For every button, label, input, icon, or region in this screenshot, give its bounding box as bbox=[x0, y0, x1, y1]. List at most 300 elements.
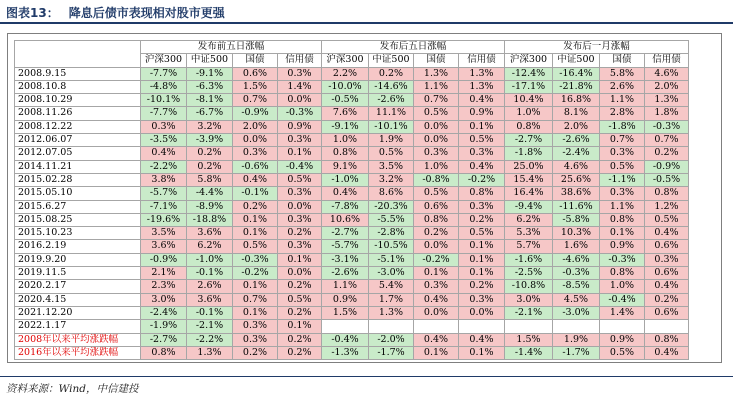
value-cell: -2.1% bbox=[505, 306, 553, 319]
value-cell: 0.0% bbox=[278, 267, 322, 280]
table-row bbox=[15, 213, 689, 226]
value-cell: 0.8% bbox=[645, 187, 689, 200]
value-cell: 0.5% bbox=[600, 346, 645, 359]
value-cell: 1.1% bbox=[600, 94, 645, 107]
value-cell: 1.3% bbox=[369, 306, 414, 319]
value-cell: -8.9% bbox=[187, 200, 233, 213]
value-cell: 0.0% bbox=[459, 306, 505, 319]
value-cell: 38.6% bbox=[553, 187, 600, 200]
value-cell: -7.7% bbox=[141, 107, 187, 120]
value-cell: 1.0% bbox=[505, 107, 553, 120]
value-cell: 0.3% bbox=[459, 147, 505, 160]
value-cell: -3.0% bbox=[369, 267, 414, 280]
value-cell: 1.6% bbox=[553, 240, 600, 253]
value-cell: -17.1% bbox=[505, 80, 553, 93]
value-cell: 0.5% bbox=[459, 134, 505, 147]
value-cell: 1.0% bbox=[600, 280, 645, 293]
figure-caption bbox=[6, 4, 235, 21]
value-cell: -1.8% bbox=[600, 120, 645, 133]
value-cell: 0.2% bbox=[278, 280, 322, 293]
value-cell: 0.2% bbox=[233, 200, 278, 213]
value-cell: 16.8% bbox=[553, 94, 600, 107]
value-cell: 0.3% bbox=[414, 147, 459, 160]
value-cell: -7.1% bbox=[141, 200, 187, 213]
value-cell: -7.7% bbox=[141, 67, 187, 80]
value-cell: -2.4% bbox=[141, 306, 187, 319]
column-header: 沪深300 bbox=[322, 54, 369, 67]
value-cell: 0.4% bbox=[459, 333, 505, 346]
value-cell: -3.5% bbox=[141, 134, 187, 147]
value-cell: 1.0% bbox=[322, 134, 369, 147]
table-row bbox=[15, 320, 689, 333]
value-cell: -0.5% bbox=[645, 173, 689, 186]
value-cell: -0.4% bbox=[278, 160, 322, 173]
value-cell: -5.8% bbox=[553, 213, 600, 226]
value-cell: 0.5% bbox=[414, 187, 459, 200]
value-cell: -8.5% bbox=[553, 280, 600, 293]
table-row bbox=[15, 333, 689, 346]
value-cell: 1.1% bbox=[600, 200, 645, 213]
value-cell: -1.8% bbox=[505, 147, 553, 160]
value-cell: 4.6% bbox=[553, 160, 600, 173]
value-cell: 0.3% bbox=[459, 293, 505, 306]
value-cell: 2.6% bbox=[187, 280, 233, 293]
row-label: 2008.10.29 bbox=[15, 94, 141, 107]
value-cell: 0.0% bbox=[233, 134, 278, 147]
value-cell: 0.3% bbox=[278, 213, 322, 226]
value-cell: 0.6% bbox=[645, 267, 689, 280]
header-blank bbox=[15, 41, 141, 68]
value-cell: 1.5% bbox=[322, 306, 369, 319]
value-cell: -2.0% bbox=[369, 333, 414, 346]
table-row bbox=[15, 147, 689, 160]
row-label: 2019.9.20 bbox=[15, 253, 141, 266]
row-label: 2008年以来平均涨跌幅 bbox=[15, 333, 141, 346]
value-cell: -1.0% bbox=[322, 173, 369, 186]
table-row bbox=[15, 94, 689, 107]
value-cell: 2.8% bbox=[600, 107, 645, 120]
value-cell: -5.1% bbox=[369, 253, 414, 266]
value-cell: -0.4% bbox=[600, 293, 645, 306]
row-label: 2015.6.27 bbox=[15, 200, 141, 213]
column-header: 信用债 bbox=[278, 54, 322, 67]
value-cell: -5.5% bbox=[369, 213, 414, 226]
row-label: 2008.9.15 bbox=[15, 67, 141, 80]
table-row bbox=[15, 293, 689, 306]
value-cell: 0.6% bbox=[645, 306, 689, 319]
value-cell: 0.5% bbox=[600, 160, 645, 173]
value-cell: 0.0% bbox=[278, 94, 322, 107]
row-label: 2020.2.17 bbox=[15, 280, 141, 293]
figure-title: 降息后债市表现相对股市更强 bbox=[68, 6, 225, 20]
value-cell: -2.1% bbox=[187, 320, 233, 333]
value-cell: 0.1% bbox=[233, 213, 278, 226]
value-cell: 5.8% bbox=[600, 67, 645, 80]
value-cell: 1.4% bbox=[600, 306, 645, 319]
value-cell: -9.1% bbox=[322, 120, 369, 133]
value-cell: 0.1% bbox=[278, 320, 322, 333]
value-cell: 5.3% bbox=[505, 227, 553, 240]
table-row bbox=[15, 280, 689, 293]
value-cell: 1.0% bbox=[414, 160, 459, 173]
group-header-post5d: 发布后五日涨幅 bbox=[322, 41, 505, 54]
value-cell: -12.4% bbox=[505, 67, 553, 80]
value-cell: 10.6% bbox=[322, 213, 369, 226]
table-row bbox=[15, 200, 689, 213]
value-cell bbox=[553, 320, 600, 333]
value-cell: 1.3% bbox=[459, 80, 505, 93]
value-cell: -2.5% bbox=[505, 267, 553, 280]
value-cell: 0.1% bbox=[459, 120, 505, 133]
value-cell: -10.1% bbox=[369, 120, 414, 133]
value-cell: -0.3% bbox=[553, 267, 600, 280]
value-cell: 0.5% bbox=[645, 213, 689, 226]
value-cell: -11.6% bbox=[553, 200, 600, 213]
value-cell: 0.5% bbox=[278, 293, 322, 306]
value-cell: 25.0% bbox=[505, 160, 553, 173]
value-cell: -2.6% bbox=[369, 94, 414, 107]
row-label: 2015.08.25 bbox=[15, 213, 141, 226]
value-cell: 2.3% bbox=[141, 280, 187, 293]
value-cell: 0.1% bbox=[233, 280, 278, 293]
value-cell: 1.3% bbox=[645, 94, 689, 107]
row-label: 2016.2.19 bbox=[15, 240, 141, 253]
value-cell: 0.9% bbox=[600, 240, 645, 253]
value-cell: 0.2% bbox=[187, 160, 233, 173]
value-cell: 1.4% bbox=[278, 80, 322, 93]
row-label: 2020.4.15 bbox=[15, 293, 141, 306]
table-row bbox=[15, 240, 689, 253]
column-header: 信用债 bbox=[645, 54, 689, 67]
value-cell: 0.3% bbox=[233, 147, 278, 160]
value-cell: 2.0% bbox=[233, 120, 278, 133]
column-header: 信用债 bbox=[459, 54, 505, 67]
value-cell: 0.2% bbox=[459, 280, 505, 293]
value-cell: 0.3% bbox=[233, 333, 278, 346]
value-cell: 0.4% bbox=[414, 293, 459, 306]
table-row bbox=[15, 267, 689, 280]
value-cell: -0.2% bbox=[414, 253, 459, 266]
row-label: 2015.05.10 bbox=[15, 187, 141, 200]
value-cell: -0.4% bbox=[322, 333, 369, 346]
value-cell bbox=[645, 320, 689, 333]
value-cell: 3.6% bbox=[141, 240, 187, 253]
group-header-pre5d: 发布前五日涨幅 bbox=[141, 41, 322, 54]
value-cell: 0.8% bbox=[600, 267, 645, 280]
row-label: 2008.10.8 bbox=[15, 80, 141, 93]
value-cell: -10.5% bbox=[369, 240, 414, 253]
value-cell: 0.3% bbox=[278, 67, 322, 80]
value-cell: 3.0% bbox=[141, 293, 187, 306]
value-cell: 0.3% bbox=[600, 187, 645, 200]
value-cell: 8.1% bbox=[553, 107, 600, 120]
value-cell: 8.6% bbox=[369, 187, 414, 200]
value-cell: 5.4% bbox=[369, 280, 414, 293]
row-label: 2012.07.05 bbox=[15, 147, 141, 160]
value-cell: -4.4% bbox=[187, 187, 233, 200]
value-cell: 3.6% bbox=[187, 227, 233, 240]
table-row bbox=[15, 173, 689, 186]
column-header: 国债 bbox=[600, 54, 645, 67]
value-cell: 5.8% bbox=[187, 173, 233, 186]
value-cell: 0.4% bbox=[459, 160, 505, 173]
value-cell: -1.9% bbox=[141, 320, 187, 333]
source-rule bbox=[0, 376, 733, 377]
value-cell bbox=[505, 320, 553, 333]
value-cell: 0.3% bbox=[278, 240, 322, 253]
value-cell: -9.4% bbox=[505, 200, 553, 213]
value-cell: 1.9% bbox=[553, 333, 600, 346]
row-label: 2014.11.21 bbox=[15, 160, 141, 173]
value-cell: -5.7% bbox=[322, 240, 369, 253]
value-cell: 3.5% bbox=[369, 160, 414, 173]
value-cell: 0.1% bbox=[233, 227, 278, 240]
value-cell: -1.7% bbox=[369, 346, 414, 359]
value-cell: 0.3% bbox=[414, 280, 459, 293]
value-cell: -2.6% bbox=[553, 134, 600, 147]
value-cell: 0.1% bbox=[233, 306, 278, 319]
value-cell: 2.0% bbox=[553, 120, 600, 133]
value-cell: 0.2% bbox=[278, 306, 322, 319]
value-cell: 0.5% bbox=[233, 240, 278, 253]
value-cell: -20.3% bbox=[369, 200, 414, 213]
value-cell: 3.2% bbox=[187, 120, 233, 133]
table-row bbox=[15, 306, 689, 319]
row-label: 2008.11.26 bbox=[15, 107, 141, 120]
value-cell: 6.2% bbox=[505, 213, 553, 226]
value-cell: 0.0% bbox=[414, 240, 459, 253]
value-cell: 0.3% bbox=[645, 253, 689, 266]
value-cell: 4.6% bbox=[645, 67, 689, 80]
value-cell: 1.1% bbox=[414, 80, 459, 93]
value-cell: -10.1% bbox=[141, 94, 187, 107]
value-cell: -2.2% bbox=[141, 160, 187, 173]
value-cell: -3.1% bbox=[322, 253, 369, 266]
value-cell: 1.5% bbox=[233, 80, 278, 93]
value-cell: 0.8% bbox=[505, 120, 553, 133]
value-cell: -7.8% bbox=[322, 200, 369, 213]
value-cell: 3.2% bbox=[369, 173, 414, 186]
column-header: 国债 bbox=[414, 54, 459, 67]
value-cell: 9.1% bbox=[322, 160, 369, 173]
value-cell: 0.8% bbox=[645, 333, 689, 346]
value-cell: -1.0% bbox=[187, 253, 233, 266]
value-cell: -2.6% bbox=[322, 267, 369, 280]
value-cell: 0.3% bbox=[278, 187, 322, 200]
value-cell: 1.3% bbox=[414, 67, 459, 80]
value-cell: 0.9% bbox=[459, 107, 505, 120]
value-cell: -0.1% bbox=[187, 306, 233, 319]
value-cell: 1.3% bbox=[459, 67, 505, 80]
table-row bbox=[15, 253, 689, 266]
value-cell: 0.8% bbox=[600, 213, 645, 226]
table-row bbox=[15, 134, 689, 147]
value-cell: 0.2% bbox=[233, 346, 278, 359]
value-cell: 2.0% bbox=[645, 80, 689, 93]
value-cell: 0.8% bbox=[141, 346, 187, 359]
value-cell: 6.2% bbox=[187, 240, 233, 253]
table-row bbox=[15, 67, 689, 80]
value-cell: 0.8% bbox=[459, 187, 505, 200]
value-cell: 0.3% bbox=[459, 200, 505, 213]
value-cell: 0.2% bbox=[414, 227, 459, 240]
source-note: 资料来源：Wind，中信建投 bbox=[6, 383, 139, 395]
value-cell: -0.1% bbox=[233, 187, 278, 200]
value-cell bbox=[322, 320, 369, 333]
value-cell: 0.1% bbox=[278, 253, 322, 266]
value-cell: -10.0% bbox=[322, 80, 369, 93]
column-header: 国债 bbox=[233, 54, 278, 67]
group-header-row bbox=[15, 41, 689, 54]
value-cell: 0.3% bbox=[278, 134, 322, 147]
value-cell: 0.4% bbox=[645, 280, 689, 293]
value-cell: 0.4% bbox=[322, 187, 369, 200]
value-cell: 10.3% bbox=[553, 227, 600, 240]
value-cell: 0.4% bbox=[233, 173, 278, 186]
value-cell: 0.1% bbox=[600, 227, 645, 240]
value-cell bbox=[414, 320, 459, 333]
value-cell: 3.8% bbox=[141, 173, 187, 186]
returns-table bbox=[14, 40, 689, 360]
column-header: 沪深300 bbox=[505, 54, 553, 67]
value-cell: 0.0% bbox=[414, 306, 459, 319]
value-cell: -2.7% bbox=[141, 333, 187, 346]
value-cell: 0.5% bbox=[459, 227, 505, 240]
value-cell: -2.7% bbox=[322, 227, 369, 240]
value-cell: 0.1% bbox=[459, 346, 505, 359]
value-cell: 1.5% bbox=[505, 333, 553, 346]
value-cell: 25.6% bbox=[553, 173, 600, 186]
row-label: 2016年以来平均涨跌幅 bbox=[15, 346, 141, 359]
value-cell: -14.6% bbox=[369, 80, 414, 93]
caption-rule bbox=[0, 22, 733, 24]
value-cell: 0.7% bbox=[645, 134, 689, 147]
value-cell: 0.2% bbox=[187, 147, 233, 160]
value-cell: 0.2% bbox=[278, 346, 322, 359]
value-cell: 0.4% bbox=[645, 346, 689, 359]
value-cell: -0.5% bbox=[322, 94, 369, 107]
value-cell: 0.2% bbox=[459, 213, 505, 226]
value-cell: 3.5% bbox=[141, 227, 187, 240]
value-cell: 5.7% bbox=[505, 240, 553, 253]
value-cell: 11.1% bbox=[369, 107, 414, 120]
value-cell: 0.5% bbox=[278, 173, 322, 186]
value-cell: -0.3% bbox=[645, 120, 689, 133]
value-cell: -21.8% bbox=[553, 80, 600, 93]
value-cell: 7.6% bbox=[322, 107, 369, 120]
value-cell: -1.3% bbox=[322, 346, 369, 359]
table-row bbox=[15, 160, 689, 173]
value-cell: 2.1% bbox=[141, 267, 187, 280]
value-cell: 0.2% bbox=[278, 333, 322, 346]
value-cell: -0.2% bbox=[459, 173, 505, 186]
value-cell: 0.4% bbox=[414, 333, 459, 346]
value-cell: -4.8% bbox=[141, 80, 187, 93]
value-cell: -1.6% bbox=[505, 253, 553, 266]
value-cell: 0.9% bbox=[600, 333, 645, 346]
value-cell: 1.8% bbox=[645, 107, 689, 120]
value-cell bbox=[600, 320, 645, 333]
value-cell: 15.4% bbox=[505, 173, 553, 186]
value-cell: 4.5% bbox=[553, 293, 600, 306]
value-cell: -2.2% bbox=[187, 333, 233, 346]
value-cell: -1.4% bbox=[505, 346, 553, 359]
value-cell: -10.8% bbox=[505, 280, 553, 293]
value-cell: 0.3% bbox=[233, 320, 278, 333]
value-cell bbox=[369, 320, 414, 333]
value-cell: 1.2% bbox=[645, 200, 689, 213]
value-cell: 0.1% bbox=[459, 267, 505, 280]
value-cell: 1.7% bbox=[369, 293, 414, 306]
table-body bbox=[15, 67, 689, 360]
value-cell: 0.9% bbox=[322, 293, 369, 306]
value-cell: -3.9% bbox=[187, 134, 233, 147]
value-cell: 0.2% bbox=[369, 67, 414, 80]
value-cell: 0.3% bbox=[141, 120, 187, 133]
value-cell: -1.7% bbox=[553, 346, 600, 359]
value-cell: -0.9% bbox=[141, 253, 187, 266]
value-cell: 1.3% bbox=[187, 346, 233, 359]
value-cell: -0.9% bbox=[233, 107, 278, 120]
row-label: 2021.12.20 bbox=[15, 306, 141, 319]
value-cell: 2.6% bbox=[600, 80, 645, 93]
value-cell: 0.8% bbox=[414, 213, 459, 226]
value-cell: 0.2% bbox=[645, 147, 689, 160]
value-cell: 0.7% bbox=[600, 134, 645, 147]
value-cell: -0.9% bbox=[645, 160, 689, 173]
value-cell: 0.0% bbox=[414, 120, 459, 133]
value-cell: 0.6% bbox=[233, 67, 278, 80]
value-cell: 0.5% bbox=[369, 147, 414, 160]
column-header: 中证500 bbox=[187, 54, 233, 67]
table-row bbox=[15, 346, 689, 359]
group-header-post1m: 发布后一月涨幅 bbox=[505, 41, 689, 54]
value-cell: 3.0% bbox=[505, 293, 553, 306]
column-header: 沪深300 bbox=[141, 54, 187, 67]
table-row bbox=[15, 107, 689, 120]
value-cell: 0.7% bbox=[233, 293, 278, 306]
row-label: 2008.12.22 bbox=[15, 120, 141, 133]
value-cell: -0.6% bbox=[233, 160, 278, 173]
value-cell: -2.7% bbox=[505, 134, 553, 147]
value-cell: -0.3% bbox=[233, 253, 278, 266]
value-cell: -0.3% bbox=[600, 253, 645, 266]
value-cell bbox=[459, 320, 505, 333]
row-label: 2015.10.23 bbox=[15, 227, 141, 240]
value-cell: 0.7% bbox=[414, 94, 459, 107]
value-cell: -0.3% bbox=[278, 107, 322, 120]
value-cell: 0.5% bbox=[414, 107, 459, 120]
table-row bbox=[15, 227, 689, 240]
row-label: 2019.11.5 bbox=[15, 267, 141, 280]
value-cell: -0.2% bbox=[233, 267, 278, 280]
value-cell: 0.4% bbox=[141, 147, 187, 160]
value-cell: 2.2% bbox=[322, 67, 369, 80]
value-cell: 1.1% bbox=[322, 280, 369, 293]
value-cell: 0.4% bbox=[459, 94, 505, 107]
value-cell: -4.6% bbox=[553, 253, 600, 266]
value-cell: 0.1% bbox=[459, 240, 505, 253]
table-row bbox=[15, 80, 689, 93]
value-cell: 0.2% bbox=[645, 293, 689, 306]
value-cell: 16.4% bbox=[505, 187, 553, 200]
value-cell: 10.4% bbox=[505, 94, 553, 107]
value-cell: 0.1% bbox=[459, 253, 505, 266]
column-header: 中证500 bbox=[553, 54, 600, 67]
value-cell: -0.8% bbox=[414, 173, 459, 186]
value-cell: 0.0% bbox=[278, 200, 322, 213]
value-cell: -18.8% bbox=[187, 213, 233, 226]
